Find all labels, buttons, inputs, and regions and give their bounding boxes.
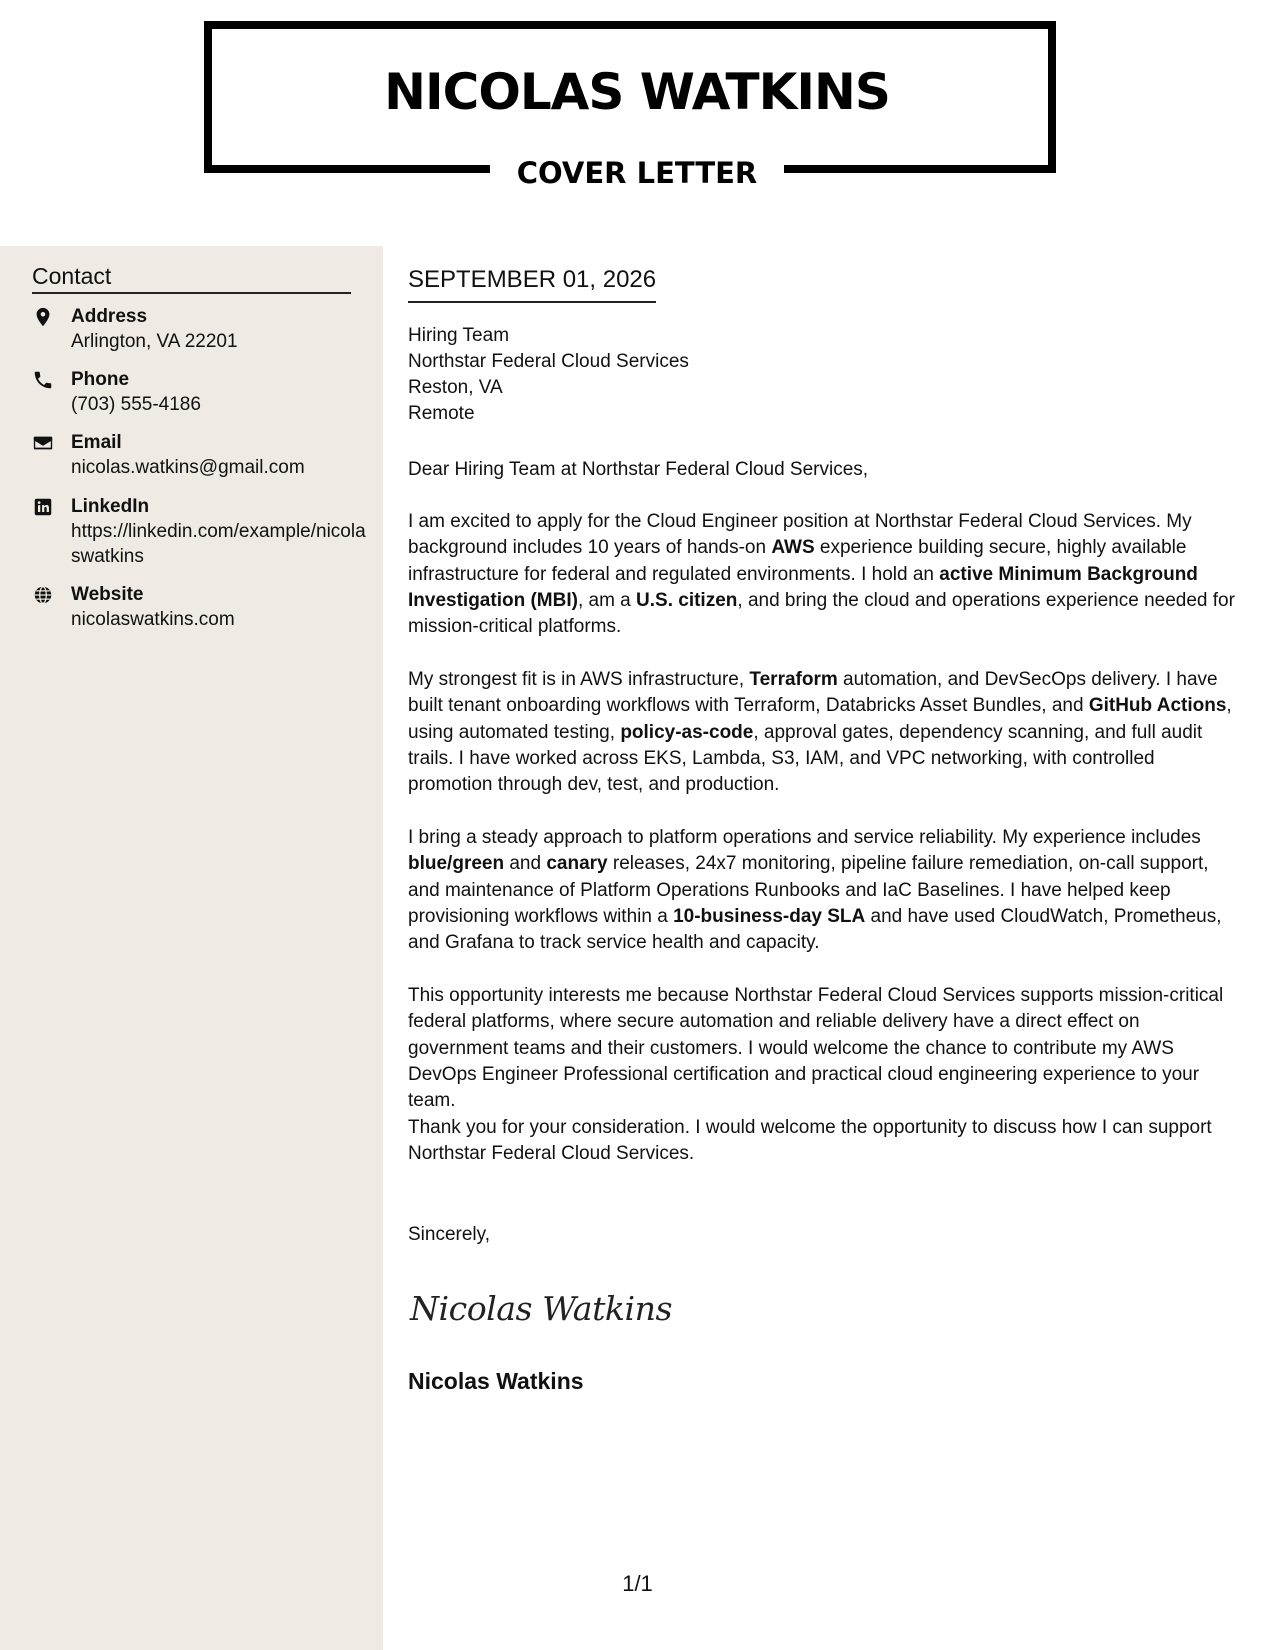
contact-label: Address bbox=[71, 306, 148, 327]
contact-value: nicolas.watkins@gmail.com bbox=[71, 457, 305, 478]
linkedin-icon bbox=[32, 496, 56, 518]
paragraph-text: and have used CloudWatch, Prometheus, and Grafana to track service health and capacity. bbox=[408, 905, 1222, 954]
contact-value: nicolaswatkins.com bbox=[71, 609, 235, 630]
map-pin-icon bbox=[32, 306, 56, 328]
page-number: 1/1 bbox=[622, 1571, 653, 1596]
body-paragraph bbox=[408, 983, 1244, 1114]
paragraph-text: and bbox=[504, 853, 547, 875]
candidate-name: NICOLAS WATKINS bbox=[384, 63, 890, 121]
contact-value: Arlington, VA 22201 bbox=[71, 331, 238, 352]
contact-label: LinkedIn bbox=[71, 496, 150, 517]
paragraph-text: Thank you for your consideration. I would welcome the opportunity to discuss how I can support Northstar Federal Cloud Services. bbox=[408, 1117, 1212, 1165]
emphasis-text: active Minimum Background Investigation (MBI) bbox=[408, 563, 1198, 611]
emphasis-text: blue/green bbox=[408, 853, 505, 875]
contact-label: Email bbox=[71, 432, 122, 453]
letter-date: SEPTEMBER 01, 2026 bbox=[408, 264, 656, 303]
paragraph-text: My strongest fit is in AWS infrastructure, bbox=[408, 669, 750, 690]
paragraph-text: I bring a steady approach to platform operations and service reliability. My experience includes bbox=[408, 827, 1201, 848]
paragraph-text: automation, and DevSecOps delivery. I have built tenant onboarding workflows with Terraform, Databricks Asset Bundles, and bbox=[408, 669, 1218, 717]
paragraph-text: This opportunity interests me because Northstar Federal Cloud Services supports mission-critical federal platforms, where secure automation and reliable delivery have a direct effect on government teams and their customers. I would welcome the chance to contribute my AWS DevOps Engineer Professional certification and practical cloud engineering experience to your team. bbox=[408, 985, 1224, 1112]
body-paragraph bbox=[408, 825, 1244, 956]
salutation: Dear Hiring Team at Northstar Federal Cloud Services, bbox=[408, 459, 869, 480]
signature-script: Nicolas Watkins bbox=[408, 1289, 672, 1328]
emphasis-text: 10-business-day SLA bbox=[673, 905, 866, 927]
contact-label: Website bbox=[71, 584, 144, 605]
envelope-icon bbox=[32, 432, 56, 454]
paragraph-text: I am excited to apply for the Cloud Engineer position at Northstar Federal Cloud Services. My background includes 10 years of hands-on bbox=[408, 511, 1192, 559]
document-subtitle: COVER LETTER bbox=[490, 148, 784, 198]
paragraph-text: , and bring the cloud and operations experience needed for mission-critical platforms. bbox=[408, 589, 1235, 638]
body-paragraph bbox=[408, 667, 1244, 798]
contact-heading: Contact bbox=[32, 263, 112, 289]
emphasis-text: AWS bbox=[771, 537, 815, 559]
paragraph-text: releases, 24x7 monitoring, pipeline failure remediation, on-call support, and maintenance of Platform Operations Runbooks and IaC Baselines. I have helped keep provisioning workflows within a bbox=[408, 853, 1209, 927]
emphasis-text: Terraform bbox=[749, 669, 838, 690]
closing: Sincerely, bbox=[408, 1224, 491, 1245]
body-paragraph bbox=[408, 509, 1244, 640]
globe-icon bbox=[32, 584, 56, 606]
recipient-line: Hiring Team bbox=[408, 325, 510, 346]
paragraph-text: experience building secure, highly available infrastructure for federal and regulated environments. I hold an bbox=[408, 537, 1187, 585]
contact-value: (703) 555-4186 bbox=[71, 394, 201, 415]
signature-image bbox=[408, 1284, 678, 1330]
recipient-block bbox=[408, 323, 689, 427]
emphasis-text: GitHub Actions bbox=[1088, 695, 1227, 717]
emphasis-text: U.S. citizen bbox=[636, 589, 738, 611]
paragraph-text: , approval gates, dependency scanning, and full audit trails. I have worked across EKS, Lambda, S3, IAM, and VPC networking, with controlled promotion through dev, test, and production. bbox=[408, 721, 1203, 796]
phone-icon bbox=[32, 369, 56, 391]
recipient-line: Remote bbox=[408, 403, 475, 424]
paragraph-text: , using automated testing, bbox=[408, 695, 1232, 743]
contact-divider bbox=[32, 292, 351, 294]
recipient-line: Northstar Federal Cloud Services bbox=[408, 351, 689, 372]
contact-label: Phone bbox=[71, 369, 130, 390]
emphasis-text: policy-as-code bbox=[620, 721, 754, 743]
recipient-line: Reston, VA bbox=[408, 377, 503, 398]
contact-value: https://linkedin.com/example/nicolaswatkins bbox=[71, 521, 366, 567]
paragraph-text: , am a bbox=[577, 589, 637, 611]
body-paragraph bbox=[408, 1115, 1244, 1168]
emphasis-text: canary bbox=[546, 853, 608, 875]
signatory-name: Nicolas Watkins bbox=[408, 1368, 584, 1394]
